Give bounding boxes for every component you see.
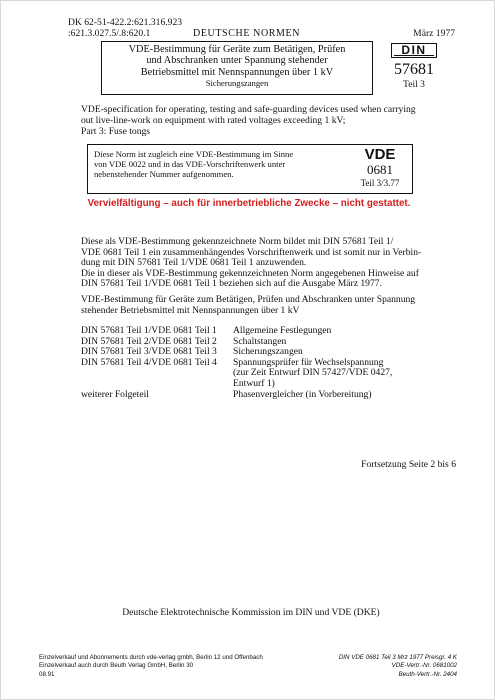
vde-notice-line-2: von VDE 0022 und in das VDE-Vorschriftenwerk unter: [94, 159, 286, 170]
din-logo: [391, 43, 437, 58]
part-ref: DIN 57681 Teil 4/VDE 0681 Teil 4: [81, 356, 217, 368]
title-text: [102, 42, 372, 78]
english-title-line-2: out live-line-work on equipment with rated voltages exceeding 1 kV;: [81, 115, 346, 127]
continuation-note: Fortsetzung Seite 2 bis 6: [361, 459, 456, 470]
footer-left-line-3: 08.91: [39, 670, 55, 678]
series-line-1: VDE-Bestimmung für Geräte zum Betätigen, Prüfen und Abschranken unter Spannung: [81, 294, 416, 305]
part-title: Sicherungszangen: [233, 346, 303, 358]
part-ref: DIN 57681 Teil 2/VDE 0681 Teil 2: [81, 335, 217, 347]
vde-logo-block: [350, 147, 410, 189]
intro-line-2: VDE 0681 Teil 1 ein zusammenhängendes Vorschriftenwerk und ist somit nur in Verbin-: [81, 246, 422, 258]
deutsche-normen-heading: DEUTSCHE NORMEN: [193, 28, 301, 39]
part-title: Phasenvergleicher (in Vorbereitung): [233, 388, 372, 400]
footer-right-line-1: DIN VDE 0681 Teil 3 Mrz 1977 Preisgr. 4 K: [338, 654, 457, 661]
vde-part: Teil 3/3.77: [360, 178, 400, 188]
vde-notice-box: [87, 144, 413, 194]
dk-line-1: DK 62-51-422.2:621.316.923: [68, 17, 183, 28]
list-item: [81, 390, 461, 401]
din-logo-text: DIN: [401, 43, 427, 57]
footer-left-line-1: Einzelverkauf und Abonnements durch vde-verlag gmbh, Berlin 12 und Offenbach: [39, 654, 263, 661]
title-subtitle: Sicherungszangen: [205, 78, 269, 89]
list-item: [81, 326, 461, 337]
vde-notice-line-3: nebenstehender Nummer aufgenommen.: [94, 169, 234, 180]
title-line-1: VDE-Bestimmung für Geräte zum Betätigen, Prüfen: [128, 44, 346, 55]
title-line-2: und Abschranken unter Spannung stehender: [146, 55, 328, 67]
part-title: Allgemeine Festlegungen: [233, 325, 332, 336]
commission-name: Deutsche Elektrotechnische Kommission im DIN und VDE (DKE): [122, 607, 380, 618]
part-ref: [81, 379, 233, 390]
english-title-line-3: Part 3: Fuse tongs: [81, 126, 151, 138]
vde-logo: VDE: [364, 146, 396, 163]
intro-line-3: dung mit DIN 57681 Teil 1/VDE 0681 Teil 1 anzuwenden.: [81, 257, 307, 269]
part-ref: DIN 57681 Teil 3/VDE 0681 Teil 3: [81, 346, 217, 358]
vde-notice-text: [94, 149, 326, 180]
vde-number: 0681: [367, 162, 393, 177]
title-box: [101, 41, 373, 95]
intro-line-4: Die in dieser als VDE-Bestimmung gekennzeichneten Norm angegebenen Hinweise auf: [81, 267, 419, 279]
intro-paragraph: [81, 237, 457, 290]
part-ref: [81, 368, 233, 379]
english-title-line-1: VDE-specification for operating, testing and safe-guarding devices used when carrying: [81, 104, 416, 115]
copy-warning: Vervielfältigung – auch für innerbetriebliche Zwecke – nicht gestattet.: [87, 198, 411, 209]
issue-date: März 1977: [413, 28, 455, 39]
series-line-2: stehender Betriebsmittel mit Nennspannungen über 1 kV: [81, 304, 300, 316]
intro-line-1: Diese als VDE-Bestimmung gekennzeichnete Norm bildet mit DIN 57681 Teil 1/: [81, 236, 394, 247]
footer-left-line-2: Einzelverkauf auch durch Beuth Verlag GmbH, Berlin 30: [39, 662, 194, 670]
vde-notice-line-1: Diese Norm ist zugleich eine VDE-Bestimmung im Sinne: [94, 149, 294, 159]
part-title: (zur Zeit Entwurf DIN 57427/VDE 0427,: [233, 367, 393, 379]
footer-right-line-3: Beuth-Vertr.-Nr. 2404: [398, 670, 457, 678]
footer-right: [331, 654, 457, 679]
din-number: 57681: [394, 61, 434, 78]
footer-left: [39, 654, 263, 679]
intro-line-5: DIN 57681 Teil 1/VDE 0681 Teil 1 beziehen sich auf die Ausgabe März 1977.: [81, 278, 382, 290]
part-ref: weiterer Folgeteil: [81, 388, 149, 400]
dk-line-2: :621.3.027.5/.8:620.1: [68, 28, 151, 39]
series-paragraph: [81, 295, 457, 316]
din-part: Teil 3: [403, 79, 425, 90]
part-title: Schaltstangen: [233, 335, 287, 347]
din-logo-underline: [394, 55, 434, 56]
part-title: Spannungsprüfer für Wechselspannung: [233, 356, 384, 368]
english-title: [81, 104, 421, 138]
part-ref: DIN 57681 Teil 1/VDE 0681 Teil 1: [81, 325, 217, 336]
footer-right-line-2: VDE-Vertr.-Nr. 0681002: [391, 662, 457, 670]
list-item: [81, 379, 461, 390]
part-title: Entwurf 1): [233, 377, 275, 389]
dk-classification: [68, 17, 182, 39]
parts-list: [81, 326, 461, 400]
din-number-box: [378, 41, 450, 95]
title-line-3: Betriebsmittel mit Nennspannungen über 1 kV: [140, 66, 334, 78]
